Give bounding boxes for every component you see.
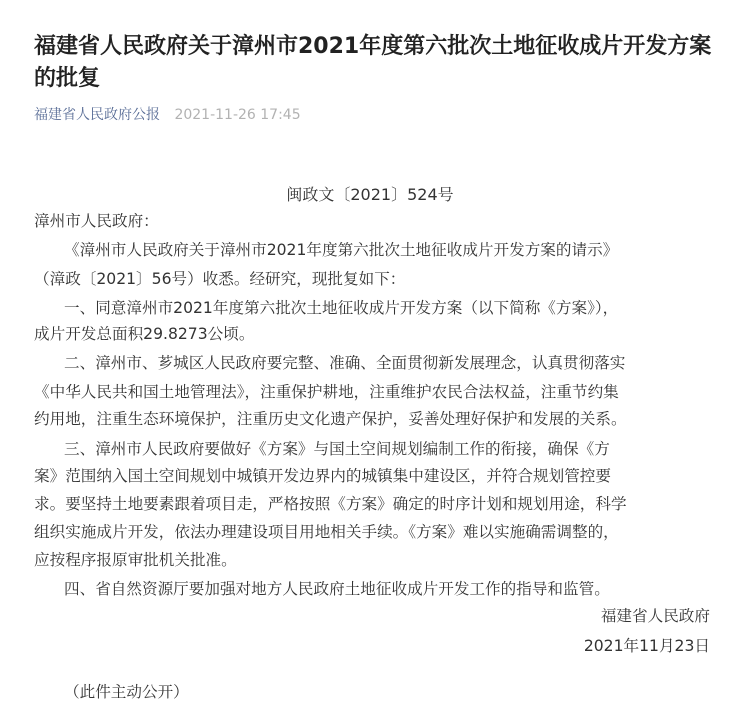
body-line: 一、同意漳州市2021年度第六批次土地征收成片开发方案（以下简称《方案》）， xyxy=(64,299,619,317)
body-line: 求。要坚持土地要素跟着项目走，严格按照《方案》确定的时序计划和规划用途，科学 xyxy=(34,495,627,513)
article-source-link[interactable]: 福建省人民政府公报 xyxy=(34,107,160,123)
body-line: 应按程序报原审批机关批准。 xyxy=(34,551,237,569)
article-meta xyxy=(34,105,301,125)
body-line: 《漳州市人民政府关于漳州市2021年度第六批次土地征收成片开发方案的请示》 xyxy=(64,241,619,259)
body-line: 成片开发总面积29.8273公顷。 xyxy=(34,325,255,343)
document-addressee: 漳州市人民政府： xyxy=(34,212,159,230)
body-line: 案》范围纳入国土空间规划中城镇开发边界内的城镇集中建设区，并符合规划管控要 xyxy=(34,467,611,485)
signature-date: 2021年11月23日 xyxy=(583,637,710,655)
body-line: 《中华人民共和国土地管理法》，注重保护耕地，注重维护农民合法权益，注重节约集 xyxy=(34,383,619,401)
article-title: 福建省人民政府关于漳州市2021年度第六批次土地征收成片开发方案的批复 xyxy=(34,34,712,91)
body-line: 四、省自然资源厅要加强对地方人民政府土地征收成片开发工作的指导和监管。 xyxy=(64,580,610,598)
body-line: 二、漳州市、芗城区人民政府要完整、准确、全面贯彻新发展理念，认真贯彻落实 xyxy=(64,354,626,372)
body-line: 三、漳州市人民政府要做好《方案》与国土空间规划编制工作的衔接，确保《方 xyxy=(64,440,610,458)
body-line: 约用地，注重生态环境保护，注重历史文化遗产保护，妥善处理好保护和发展的关系。 xyxy=(34,410,627,428)
article-publish-time: 2021-11-26 17:45 xyxy=(174,107,301,123)
document-number: 闽政文〔2021〕524号 xyxy=(286,185,454,204)
signature-issuer: 福建省人民政府 xyxy=(600,607,710,625)
body-line: 组织实施成片开发，依法办理建设项目用地相关手续。《方案》难以实施确需调整的， xyxy=(34,523,619,541)
disclosure-note: （此件主动公开） xyxy=(64,683,189,701)
body-line: （漳政〔2021〕56号）收悉。经研究，现批复如下： xyxy=(34,270,406,288)
